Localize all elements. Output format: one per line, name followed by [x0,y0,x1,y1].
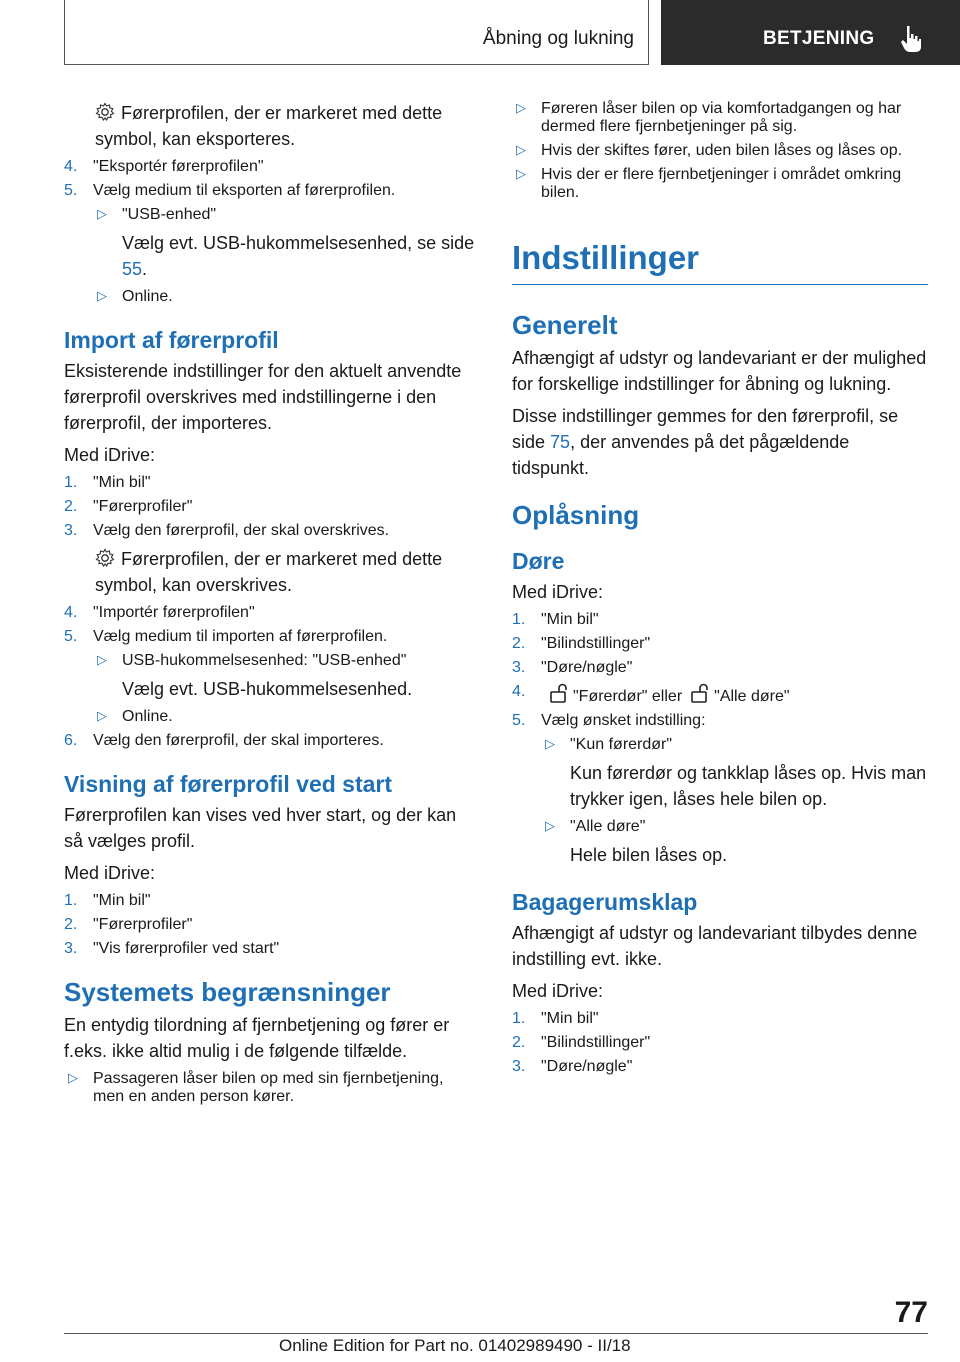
start-intro: Førerprofilen kan vises ved hver start, og der kan så vælges profil. [64,805,457,851]
list-item: 2. "Førerprofiler" [64,916,193,933]
list-item: 2. "Bilindstillinger" [512,635,651,652]
bullet-item: ▷ "Alle døre" [545,818,646,835]
list-item: 3. "Vis førerprofiler ved start" [64,940,280,957]
start-with: Med iDrive: [64,863,156,883]
import-with: Med iDrive: [64,445,156,465]
usb-note: Vælg evt. USB-hukommelsesenhed. [122,679,413,699]
option-note: Kun førerdør og tankklap låses op. Hvis man trykker igen, låses hele bilen op. [570,763,927,809]
list-item: 1. "Min bil" [512,1010,599,1027]
bullet-item: ▷ "Kun førerdør" [545,736,673,753]
page-number: 77 [894,1296,928,1329]
bullet-item: ▷ Føreren låser bilen op via komfortadgangen og har dermed flere fjernbetjeninger på sig. [516,100,902,135]
list-item: 5. Vælg medium til importen af førerprofilen. [64,628,388,645]
list-item: 3. "Døre/nøgle" [512,1058,633,1075]
bullet-item: ▷ Online. [97,288,173,305]
general-paragraph-2: Disse indstillinger gemmes for den førerprofil, se side 75, der anvendes på det pågældende tidspunkt. [512,406,899,478]
list-item: 4. "Importér førerprofilen" [64,604,255,621]
bullet-item: ▷ Passageren låser bilen op med sin fjernbetjening, men en anden person kører. [68,1070,444,1105]
bullet-item: ▷ "USB-enhed" [97,206,217,223]
list-item: 2. "Førerprofiler" [64,498,193,515]
list-item: 1. "Min bil" [64,474,151,491]
list-item: 1. "Min bil" [64,892,151,909]
footer-divider [64,1333,928,1334]
page-link[interactable]: 75 [550,432,571,452]
pointing-hand-icon [899,24,923,54]
right-column [512,100,928,1082]
list-item: 4. "Eksportér førerprofilen" [64,158,264,175]
limits-intro: En entydig tilordning af fjernbetjening og fører er f.eks. ikke altid mulig i de følgende tilfælde. [64,1015,450,1061]
limits-heading: Systemets begrænsninger [64,977,391,1007]
trunk-intro: Afhængigt af udstyr og landevariant tilbydes denne indstilling evt. ikke. [512,923,918,969]
doors-heading: Døre [512,548,565,574]
bullet-item: ▷ Hvis der er flere fjernbetjeninger i området omkring bilen. [516,166,902,201]
gear-icon [95,102,115,122]
chapter-tab[interactable] [661,0,960,65]
settings-heading: Indstillinger [512,238,928,285]
unlock-icon [690,683,708,703]
general-paragraph: Afhængigt af udstyr og landevariant er der mulighed for forskellige indstillinger for åbning og lukning. [512,348,927,394]
trunk-heading: Bagagerumsklap [512,889,698,915]
unlock-icon [549,683,567,703]
import-intro: Eksisterende indstillinger for den aktuelt anvendte førerprofil overskrives med indstillingerne i den førerprofil, der importeres. [64,361,462,433]
unlock-heading: Oplåsning [512,500,640,530]
export-icon-note [64,100,478,152]
list-item: 3. "Døre/nøgle" [512,659,633,676]
import-heading: Import af førerprofil [64,327,279,353]
list-item: 1. "Min bil" [512,611,599,628]
gear-icon [95,548,115,568]
option-note: Hele bilen låses op. [570,845,728,865]
list-item: 5. Vælg ønsket indstilling: [512,712,706,729]
general-heading: Generelt [512,310,618,340]
list-item: 4. "Førerdør" eller "Alle døre" [512,683,790,705]
bullet-item: ▷ USB-hukommelsesenhed: "USB-enhed" [97,652,407,669]
list-item: 5. Vælg medium til eksporten af førerprofilen. [64,182,396,199]
footer-edition: Online Edition for Part no. 01402989490 - II/18 [279,1336,631,1355]
bullet-item: ▷ Online. [97,708,173,725]
usb-note: Vælg evt. USB-hukommelsesenhed, se side 55. [122,233,475,279]
list-item: 6. Vælg den førerprofil, der skal importeres. [64,732,384,749]
start-heading: Visning af førerprofil ved start [64,771,393,797]
list-item: 2. "Bilindstillinger" [512,1034,651,1051]
section-title: Åbning og lukning [482,28,634,49]
export-icon-text: Førerprofilen, der er markeret med dette symbol, kan eksporteres. [95,103,443,149]
chapter-tab-label: BETJENING [763,28,875,49]
list-item: 3. Vælg den førerprofil, der skal overskrives. [64,522,390,539]
page-link[interactable]: 55 [122,259,143,279]
import-icon-note: Førerprofilen, der er markeret med dette symbol, kan overskrives. [95,549,443,595]
left-column [64,100,478,1112]
doors-with: Med iDrive: [512,582,604,602]
bullet-item: ▷ Hvis der skiftes fører, uden bilen låses og låses op. [516,142,903,159]
trunk-with: Med iDrive: [512,981,604,1001]
